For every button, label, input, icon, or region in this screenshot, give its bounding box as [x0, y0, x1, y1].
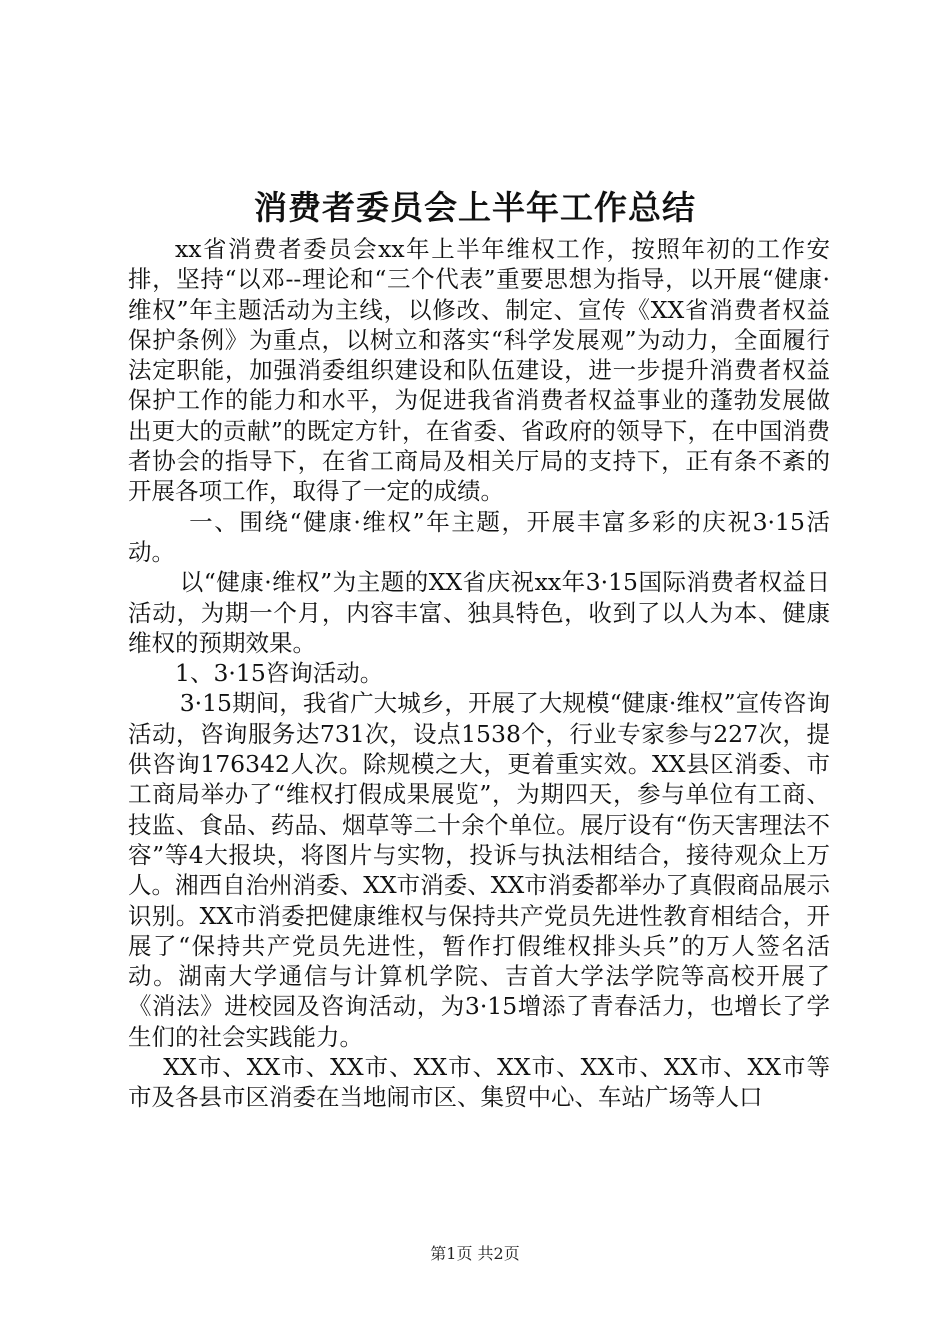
paragraph-section-heading-1: 一、围绕“健康·维权”年主题，开展丰富多彩的庆祝3·15活动。	[128, 507, 830, 566]
paragraph-315-overview: 以“健康·维权”为主题的XX省庆祝xx年3·15国际消费者权益日活动，为期一个月，内容丰富、独具特色，收到了以人为本、健康维权的预期效果。	[128, 568, 830, 657]
paragraph-city-activities: XX市、XX市、XX市、XX市、XX市、XX市、XX市、XX市等市及各县市区消委在当地闹市区、集贸中心、车站广场等人口	[128, 1053, 830, 1112]
paragraph-subheading-consulting: 1、3·15咨询活动。	[175, 659, 384, 688]
page-number: 第1页 共2页	[430, 1244, 520, 1263]
document-title: 消费者委员会上半年工作总结	[254, 188, 696, 227]
paragraph-consulting-details: 3·15期间，我省广大城乡，开展了大规模“健康·维权”宣传咨询活动，咨询服务达731次，设点1538个，行业专家参与227次，提供咨询176342人次。除规模之大，更着重实效。XX县区消委、市工商局举办了“维权打假成果展览”，为期四天，参与单位有工商、技监、食品、药品、烟草等二十余个单位。展厅设有“伤天害理法不容”等4大报块，将图片与实物，投诉与执法相结合，接待观众上万人。湘西自治州消委、XX市消委、XX市消委都举办了真假商品展示识别。XX市消委把健康维权与保持共产党员先进性教育相结合，开展了“保持共产党员先进性，暂作打假维权排头兵”的万人签名活动。湖南大学通信与计算机学院、吉首大学法学院等高校开展了《消法》进校园及咨询活动，为3·15增添了青春活力，也增长了学生们的社会实践能力。	[128, 689, 830, 1051]
paragraph-intro: xx省消费者委员会xx年上半年维权工作，按照年初的工作安排，坚持“以邓--理论和“三个代表”重要思想为指导，以开展“健康·维权”年主题活动为主线，以修改、制定、宣传《XX省消费者权益保护条例》为重点，以树立和落实“科学发展观”为动力，全面履行法定职能，加强消委组织建设和队伍建设，进一步提升消费者权益保护工作的能力和水平，为促进我省消费者权益事业的蓬勃发展做出更大的贡献”的既定方针，在省委、省政府的领导下，在中国消费者协会的指导下，在省工商局及相关厅局的支持下，正有条不紊的开展各项工作，取得了一定的成绩。	[128, 235, 830, 506]
document-body	[128, 234, 830, 1113]
